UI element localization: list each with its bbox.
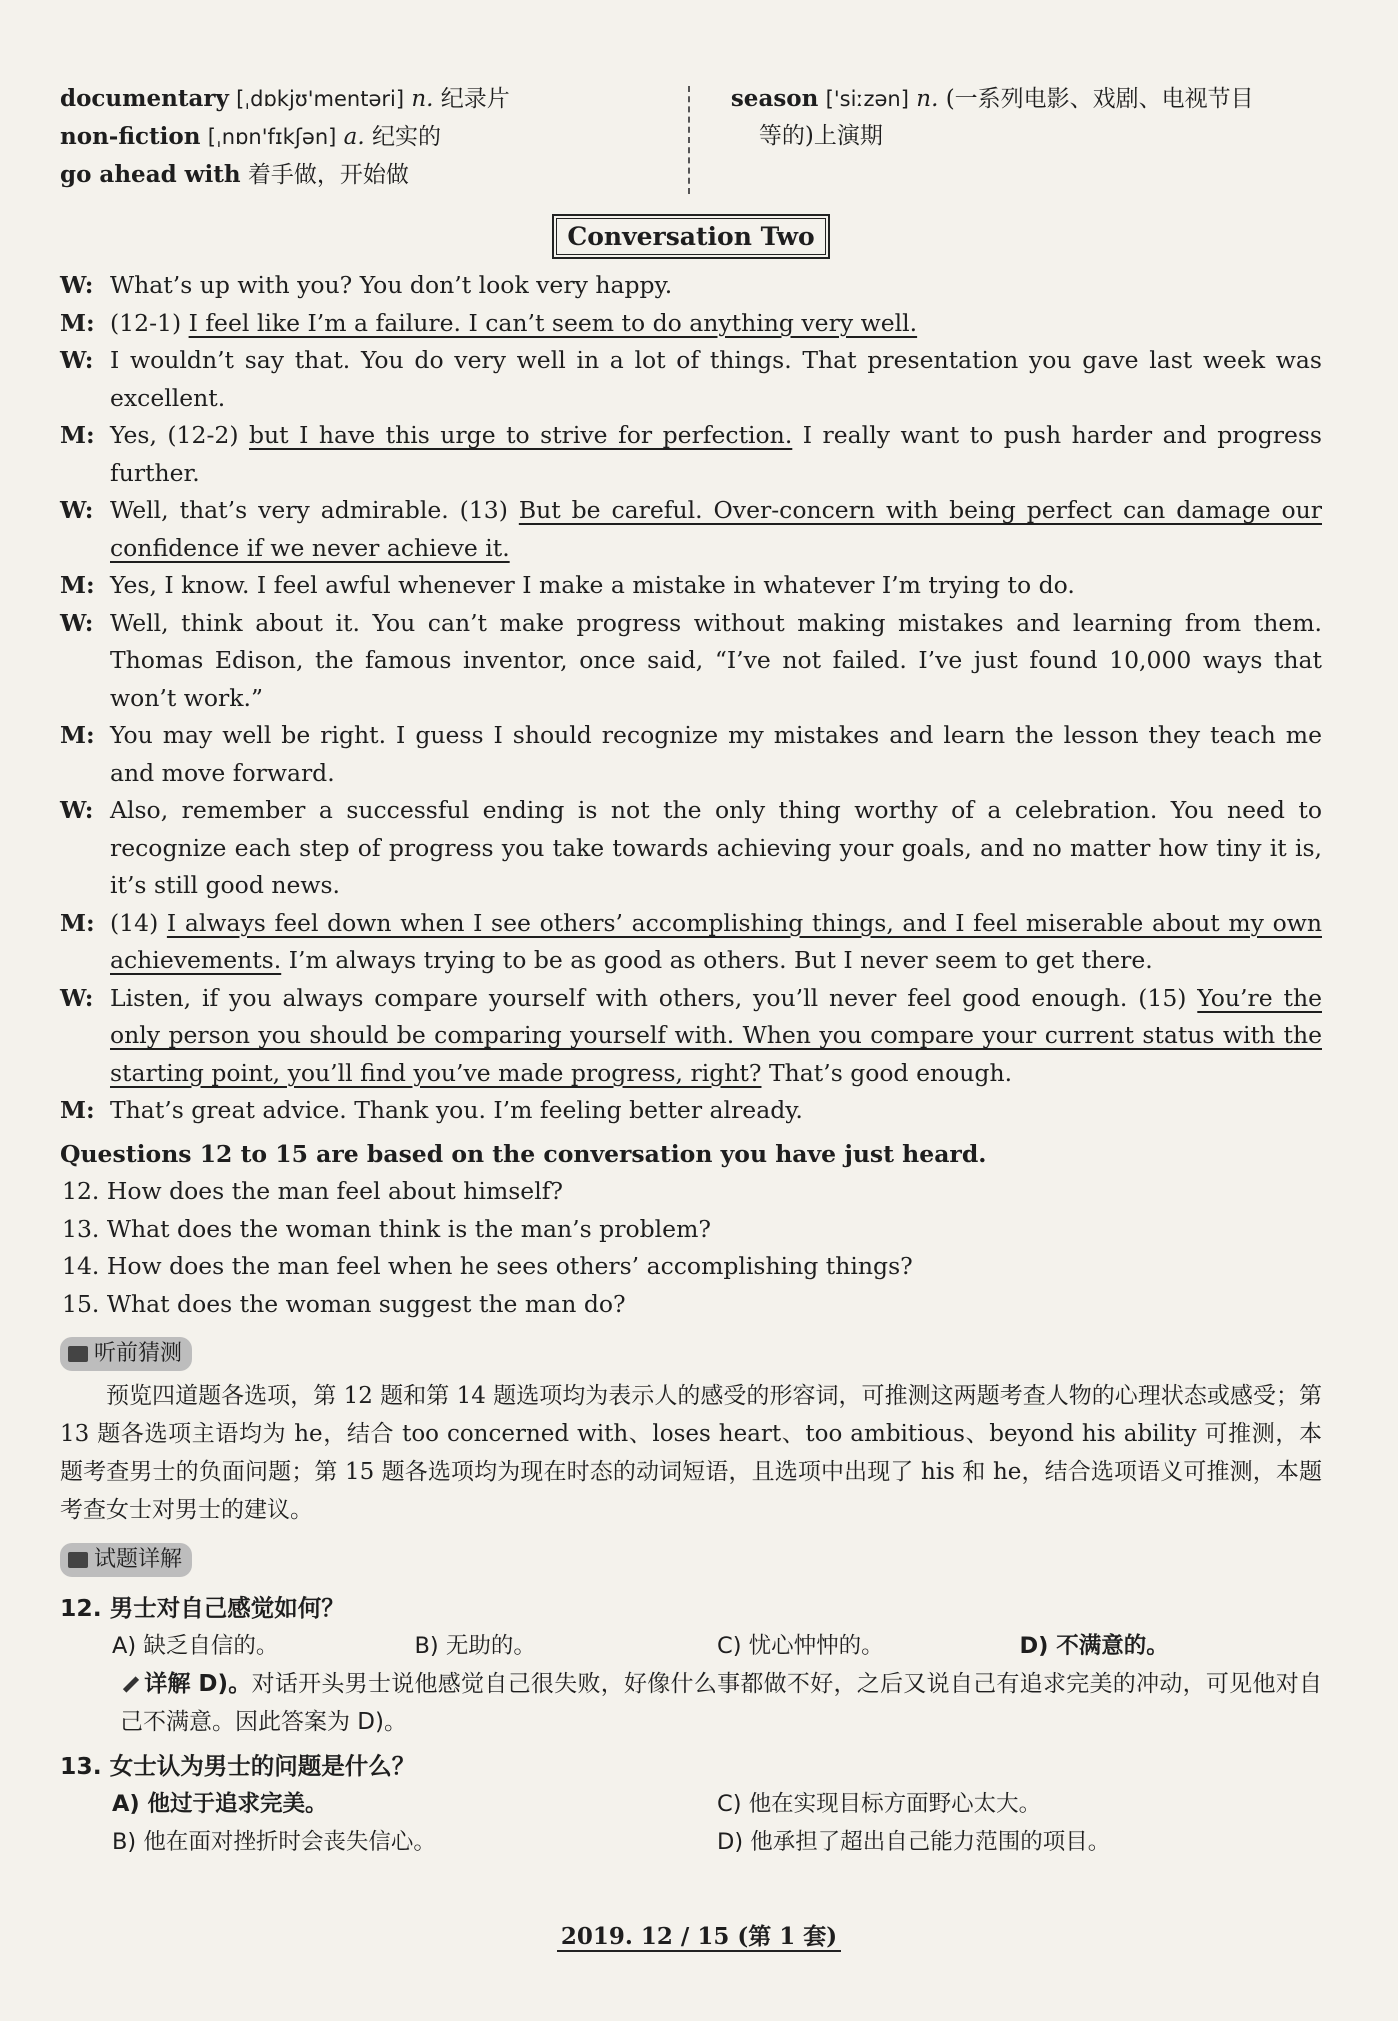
dialog-line	[60, 717, 1322, 792]
option-correct: D) 不满意的。	[1019, 1633, 1169, 1659]
dialog-text	[110, 1092, 1322, 1130]
option: C) 忧心忡忡的。	[717, 1633, 884, 1659]
page	[60, 80, 1322, 1861]
dialog-line	[60, 905, 1322, 980]
dialog-text	[110, 267, 1322, 305]
speaker-label: M:	[60, 908, 95, 937]
vocab-word: go ahead with	[60, 161, 241, 188]
dialog-line	[60, 980, 1322, 1093]
conversation	[60, 267, 1322, 1130]
tag-predict-label: 听前猜测	[94, 1341, 183, 1366]
speaker-label: W:	[60, 271, 94, 299]
dialog-text	[110, 905, 1322, 980]
dialog-segment: Yes, (12-2)	[110, 421, 249, 449]
vocab-pos: n.	[411, 86, 434, 112]
vocab-item	[60, 156, 671, 194]
tag-detail-label: 试题详解	[94, 1547, 183, 1572]
speaker-label: M:	[60, 308, 95, 337]
vocab-left	[60, 80, 671, 198]
vocab-pos: a.	[343, 124, 365, 150]
questions-heading: Questions 12 to 15 are based on the conversation you have just heard.	[60, 1139, 987, 1168]
dialog-segment: What’s up with you? You don’t look very happy.	[110, 271, 673, 299]
dialog-segment: That’s great advice. Thank you. I’m feeling better already.	[110, 1096, 803, 1124]
tag-detail	[60, 1543, 192, 1577]
speaker-label: M:	[60, 1096, 95, 1124]
q12-options	[60, 1627, 1322, 1665]
vocab-word: non-fiction	[60, 123, 201, 150]
vocab-right	[731, 80, 1322, 198]
option: D) 他承担了超出自己能力范围的项目。	[717, 1829, 1111, 1855]
q12-detail	[60, 1665, 1322, 1741]
vocab-divider	[688, 86, 690, 194]
dialog-line	[60, 305, 1322, 343]
dialog-text	[110, 605, 1322, 718]
dialog-line	[60, 792, 1322, 905]
dialog-line	[60, 267, 1322, 305]
dialog-text	[110, 792, 1322, 905]
q13-options	[60, 1785, 1322, 1861]
dialog-segment: Listen, if you always compare yourself with others, you’ll never feel good enough. (15)	[110, 983, 1198, 1012]
vocab-item	[731, 80, 1322, 118]
page-footer	[0, 1918, 1398, 1951]
vocab-meaning: 着手做，开始做	[247, 162, 409, 188]
vocab-pos: n.	[916, 86, 939, 112]
speaker-label: M:	[60, 421, 95, 449]
predict-paragraph: 预览四道题各选项，第 12 题和第 14 题选项均为表示人的感受的形容词，可推测这两题考查人物的心理状态或感受；第 13 题各选项主语均为 he，结合 too concerned with、loses heart、too ambitious、beyond his ability 可推测，本题考查男士的负面问题；第 15 题各选项均为现在时态的动词短语，且选项中出现了 his 和 he，结合选项语义可推测，本题考查女士对男士的建议。	[60, 1383, 1322, 1523]
speaker-label: W:	[60, 608, 94, 637]
option-correct: A) 他过于追求完美。	[112, 1791, 328, 1817]
dialog-line	[60, 492, 1322, 567]
dialog-line	[60, 567, 1322, 605]
dialog-line	[60, 342, 1322, 417]
question-list	[60, 1173, 1322, 1323]
vocab-meaning-cont: 等的)上演期	[758, 123, 883, 149]
dialog-text	[110, 567, 1322, 605]
detail-text: 对话开头男士说他感觉自己很失败，好像什么事都做不好，之后又说自己有追求完美的冲动，可见他对自己不满意。因此答案为 D)。	[120, 1671, 1322, 1735]
dialog-segment: (14)	[110, 908, 167, 937]
dialog-segment: I wouldn’t say that. You do very well in a lot of things. That presentation you gave last week was excellent.	[110, 346, 1322, 412]
option: C) 他在实现目标方面野心太大。	[717, 1791, 1042, 1817]
dialog-segment: You may well be right. I guess I should recognize my mistakes and learn the lesson they teach me and move forward.	[110, 721, 1322, 787]
dialog-text	[110, 417, 1322, 492]
vocab-meaning: 纪实的	[371, 124, 441, 150]
dialog-text	[110, 717, 1322, 792]
detail-answer: D)。	[198, 1671, 252, 1697]
dialog-segment: I really want to push harder and progress further.	[110, 421, 1322, 487]
section-title-wrap	[60, 214, 1322, 259]
dialog-segment: Also, remember a successful ending is not the only thing worthy of a celebration. You need to recognize each step of progress you take towards achieving your goals, and no matter how tiny it is, it’s still good news.	[110, 796, 1322, 899]
underlined-answer: I feel like I’m a failure. I can’t seem to do anything very well.	[188, 308, 918, 337]
q12-title: 12. 男士对自己感觉如何？	[60, 1594, 345, 1622]
dialog-text	[110, 305, 1322, 343]
dialog-segment: Well, think about it. You can’t make progress without making mistakes and learning from them. Thomas Edison, the famous inventor, once said, “I’ve not failed. I’ve just found 10,000 ways that won’t work.”	[110, 608, 1322, 712]
vocab-word: documentary	[60, 85, 229, 112]
vocab-phonetic: ['siːzən]	[825, 87, 909, 111]
speaker-label: W:	[60, 983, 94, 1012]
tag-predict	[60, 1337, 192, 1371]
dialog-line	[60, 417, 1322, 492]
vocab-word: season	[730, 85, 819, 112]
dialog-segment: Well, that’s very admirable. (13)	[110, 496, 519, 524]
vocab-item	[60, 118, 671, 156]
question-item: 12. How does the man feel about himself?	[62, 1177, 564, 1205]
underlined-answer: But be careful. Over-concern with being perfect can damage our confidence if we never achieve it.	[110, 496, 1322, 562]
vocab-meaning: (一系列电影、戏剧、电视节目	[945, 86, 1254, 112]
speaker-label: W:	[60, 796, 94, 824]
section-title: Conversation Two	[556, 218, 825, 255]
dialog-segment: I’m always trying to be as good as others. But I never seem to get there.	[281, 946, 1153, 974]
option: B) 他在面对挫折时会丧失信心。	[112, 1829, 436, 1855]
underlined-answer: I always feel down when I see others’ accomplishing things, and I feel miserable about my own achievements.	[110, 908, 1322, 974]
detail-label: 详解	[144, 1671, 191, 1697]
vocab-item	[60, 80, 671, 118]
vocab-phonetic: [ˌdɒkjʊ'mentəri]	[236, 87, 405, 111]
option: A) 缺乏自信的。	[112, 1633, 279, 1659]
dialog-segment: (12-1)	[110, 308, 189, 337]
section-title-box	[552, 214, 829, 259]
dialog-line	[60, 1092, 1322, 1130]
dialog-line	[60, 605, 1322, 718]
question-item: 14. How does the man feel when he sees others’ accomplishing things?	[62, 1252, 913, 1280]
speaker-label: M:	[60, 721, 95, 749]
dialog-text	[110, 342, 1322, 417]
question-item: 15. What does the woman suggest the man do?	[62, 1289, 626, 1318]
underlined-answer: but I have this urge to strive for perfection.	[249, 421, 793, 449]
dialog-segment: Yes, I know. I feel awful whenever I make a mistake in whatever I’m trying to do.	[110, 571, 1075, 599]
question-item: 13. What does the woman think is the man’s problem?	[62, 1214, 711, 1243]
vocab-box	[60, 80, 1322, 198]
folder-icon	[68, 1346, 88, 1362]
footer-text: 2019. 12 / 15 (第 1 套)	[557, 1923, 841, 1952]
pencil-icon	[120, 1675, 138, 1693]
q13-title: 13. 女士认为男士的问题是什么？	[60, 1752, 416, 1780]
book-icon	[68, 1552, 88, 1568]
dialog-segment: That’s good enough.	[761, 1058, 1013, 1087]
vocab-phonetic: [ˌnɒn'fɪkʃən]	[207, 125, 337, 149]
speaker-label: W:	[60, 496, 94, 524]
option: B) 无助的。	[414, 1633, 536, 1659]
vocab-meaning: 纪录片	[440, 86, 510, 112]
speaker-label: W:	[60, 346, 94, 374]
underlined-answer: You’re the only person you should be comparing yourself with. When you compare your current status with the starting point, you’ll find you’ve made progress, right?	[110, 983, 1322, 1087]
dialog-text	[110, 492, 1322, 567]
speaker-label: M:	[60, 571, 95, 599]
dialog-text	[110, 980, 1322, 1093]
